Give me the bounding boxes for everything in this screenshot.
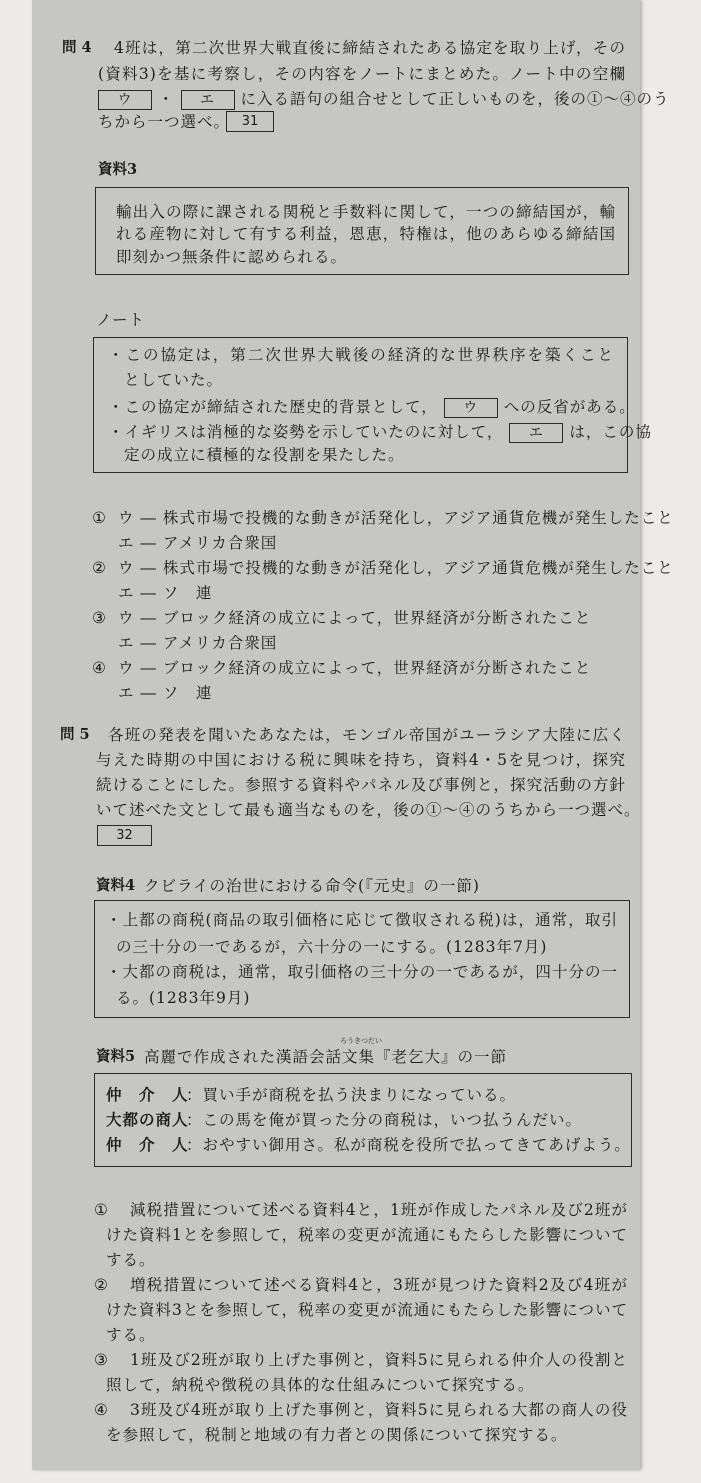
- material-4-label: 資料4: [96, 877, 136, 894]
- note-line: [108, 420, 652, 444]
- note-label: ノート: [96, 311, 146, 329]
- q4-line: (資料3)を基に考察し，その内容をノートにまとめた。ノート中の空欄: [98, 65, 626, 83]
- blank-e: エ: [181, 90, 235, 110]
- question-5-label: 問 5: [60, 726, 90, 743]
- material-5-title: 高麗で作成された漢語会話文集『老乞大』の一節: [144, 1048, 508, 1066]
- q4-line: ちから一つ選べ。: [98, 113, 231, 131]
- material-4-title: クビライの治世における命令(『元史』の一節): [144, 877, 480, 895]
- material-3-line: 即刻かつ無条件に認められる。: [116, 248, 348, 266]
- choice-number: ③: [94, 1351, 109, 1369]
- choice-line: 増税措置について述べる資料4と，3班が見つけた資料2及び4班が: [130, 1276, 628, 1294]
- furigana: ろうきつだい: [340, 1037, 382, 1045]
- choice-line: 1班及び2班が取り上げた事例と，資料5に見られる仲介人の役割と: [130, 1351, 628, 1369]
- blank-u: ウ: [98, 90, 152, 110]
- q5-line: 続けることにした。参照する資料やパネル及び事例と，探究活動の方針: [96, 776, 626, 794]
- choice-number: ①: [92, 509, 107, 527]
- speaker: 仲 介 人: [106, 1135, 189, 1154]
- choice-number: ④: [92, 659, 107, 677]
- choice-line: けた資料1とを参照して，税率の変更が流通にもたらした影響について: [106, 1226, 628, 1244]
- choice-u: ウ ― ブロック経済の成立によって，世界経済が分断されたこと: [118, 659, 592, 677]
- material-3-line: れる産物に対して有する利益，恩恵，特権は，他のあらゆる締結国: [116, 225, 616, 243]
- material-3-label: 資料3: [98, 161, 138, 178]
- q5-line: 与えた時期の中国における税に興味を持ち，資料4・5を見つけ，探究: [96, 751, 626, 769]
- answer-box-31: 31: [226, 111, 274, 132]
- answer-box-32: 32: [97, 825, 152, 846]
- q5-line: 各班の発表を聞いたあなたは，モンゴル帝国がユーラシア大陸に広く: [108, 726, 626, 744]
- choice-e: エ ― アメリカ合衆国: [118, 634, 278, 652]
- choice-line: 3班及び4班が取り上げた事例と，資料5に見られる大都の商人の役: [130, 1401, 628, 1419]
- material-5-label: 資料5: [96, 1048, 136, 1065]
- blank-u: ウ: [444, 398, 498, 418]
- note-line: [108, 395, 636, 419]
- choice-line: する。: [106, 1326, 156, 1344]
- choice-u: ウ ― ブロック経済の成立によって，世界経済が分断されたこと: [118, 609, 592, 627]
- speaker: 大都の商人: [106, 1110, 189, 1129]
- choice-number: ④: [94, 1401, 109, 1419]
- q5-line: いて述べた文として最も適当なものを，後の①～④のうちから一つ選べ。: [96, 801, 641, 819]
- note-text: への反省がある。: [503, 398, 636, 416]
- q4-line-text: に入る語句の組合せとして正しいものを，後の①～④のう: [240, 90, 670, 108]
- choice-line: 照して，納税や徴税の具体的な仕組みについて探究する。: [106, 1376, 535, 1394]
- speaker: 仲 介 人: [106, 1085, 189, 1104]
- choice-e: エ ― ソ 連: [118, 584, 213, 602]
- note-line: としていた。: [124, 371, 224, 389]
- choice-number: ②: [94, 1276, 109, 1294]
- q4-line: [92, 87, 670, 111]
- note-text: ・この協定が締結された歴史的背景として，: [108, 398, 438, 416]
- material-4-line: の三十分の一であるが，六十分の一にする。(1283年7月): [116, 938, 548, 956]
- blank-e: エ: [509, 423, 563, 443]
- material-4-line: ・大都の商税は，通常，取引価格の三十分の一であるが，四十分の一: [106, 963, 618, 981]
- choice-number: ②: [92, 559, 107, 577]
- dialogue-text: ：買い手が商税を払う決まりになっている。: [186, 1086, 517, 1104]
- choice-line: 減税措置について述べる資料4と，1班が作成したパネル及び2班が: [130, 1201, 628, 1219]
- material-4-line: ・上都の商税(商品の取引価格に応じて徴収される税)は，通常，取引: [106, 911, 618, 929]
- note-text: ・イギリスは消極的な姿勢を示していたのに対して，: [108, 423, 504, 441]
- q4-line: 4班は，第二次世界大戦直後に締結されたある協定を取り上げ，その: [114, 39, 626, 57]
- choice-number: ①: [94, 1201, 109, 1219]
- separator: ・: [158, 90, 175, 108]
- dialogue-text: ：この馬を俺が買った分の商税は，いつ払うんだい。: [186, 1111, 583, 1129]
- choice-u: ウ ― 株式市場で投機的な動きが活発化し，アジア通貨危機が発生したこと: [118, 509, 674, 527]
- choice-line: する。: [106, 1251, 156, 1269]
- dialogue-text: ：おやすい御用さ。私が商税を役所で払ってきてあげよう。: [186, 1136, 631, 1154]
- note-line: ・この協定は，第二次世界大戦後の経済的な世界秩序を築くこと: [108, 346, 614, 364]
- choice-line: けた資料3とを参照して，税率の変更が流通にもたらした影響について: [106, 1301, 628, 1319]
- material-3-line: 輸出入の際に課される関税と手数料に関して，一つの締結国が，輸: [116, 203, 616, 221]
- choice-u: ウ ― 株式市場で投機的な動きが活発化し，アジア通貨危機が発生したこと: [118, 559, 674, 577]
- choice-number: ③: [92, 609, 107, 627]
- note-text: は，この協: [569, 423, 652, 441]
- material-4-line: る。(1283年9月): [116, 989, 251, 1007]
- question-4-label: 問 4: [62, 39, 92, 56]
- choice-e: エ ― アメリカ合衆国: [118, 534, 278, 552]
- note-line: 定の成立に積極的な役割を果たした。: [124, 446, 405, 464]
- choice-line: を参照して，税制と地域の有力者との関係について探究する。: [106, 1426, 568, 1444]
- choice-e: エ ― ソ 連: [118, 684, 213, 702]
